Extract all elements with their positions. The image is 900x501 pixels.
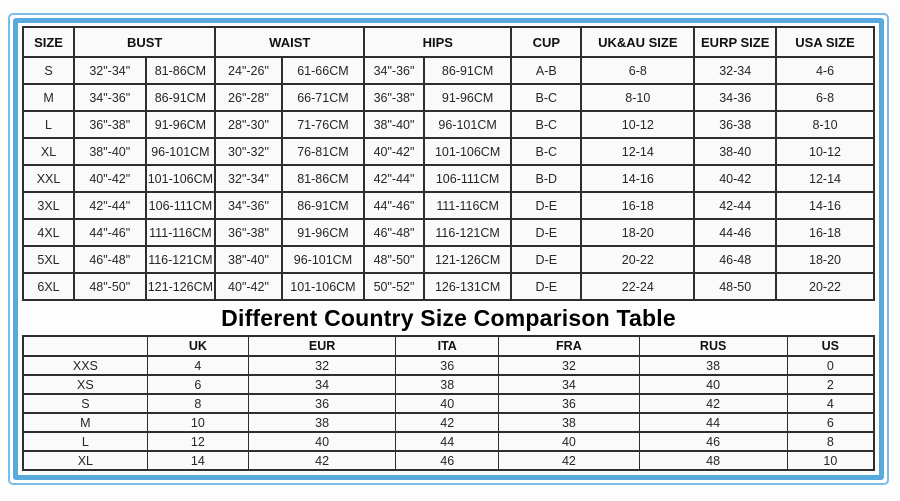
table-cell: D-E: [511, 219, 581, 246]
row-size-label: L: [23, 111, 74, 138]
table-row: [23, 356, 874, 375]
col-header-ukau-size: UK&AU SIZE: [581, 27, 694, 57]
table-cell: B-C: [511, 138, 581, 165]
table-cell: 30"-32": [215, 138, 281, 165]
table-cell: 36"-38": [215, 219, 281, 246]
table-cell: 32: [499, 356, 639, 375]
decorative-frame-inner: [13, 18, 884, 480]
table-cell: 12-14: [581, 138, 694, 165]
table-cell: 44"-46": [364, 192, 424, 219]
col-header-eur: EUR: [249, 336, 396, 356]
col-header-waist: WAIST: [215, 27, 364, 57]
table-cell: 34: [499, 375, 639, 394]
table-cell: 18-20: [581, 219, 694, 246]
table-cell: 96-101CM: [146, 138, 216, 165]
table-cell: 106-111CM: [424, 165, 512, 192]
size-chart-table: [22, 26, 875, 301]
table-cell: 42: [396, 413, 499, 432]
table-row: [23, 432, 874, 451]
table-cell: 48"-50": [74, 273, 145, 300]
table-cell: 16-18: [776, 219, 874, 246]
size-chart-body: [23, 57, 874, 300]
table-cell: 14-16: [776, 192, 874, 219]
table-cell: 44-46: [694, 219, 776, 246]
table-cell: B-D: [511, 165, 581, 192]
table-cell: 44: [396, 432, 499, 451]
size-chart-header-row: [23, 27, 874, 57]
col-header-rus: RUS: [639, 336, 787, 356]
row-size-label: 5XL: [23, 246, 74, 273]
table-cell: 14-16: [581, 165, 694, 192]
table-cell: 36: [249, 394, 396, 413]
table-cell: 34-36: [694, 84, 776, 111]
row-size-label: S: [23, 394, 147, 413]
table-cell: 8-10: [776, 111, 874, 138]
table-cell: 48-50: [694, 273, 776, 300]
table-cell: 18-20: [776, 246, 874, 273]
table-cell: 10: [787, 451, 874, 470]
table-cell: 48"-50": [364, 246, 424, 273]
table-cell: 81-86CM: [146, 57, 216, 84]
row-size-label: S: [23, 57, 74, 84]
row-size-label: M: [23, 413, 147, 432]
table-cell: 46: [639, 432, 787, 451]
table-cell: 34"-36": [215, 192, 281, 219]
table-cell: 10: [147, 413, 248, 432]
table-row: [23, 84, 874, 111]
table-cell: 40: [499, 432, 639, 451]
table-cell: 12: [147, 432, 248, 451]
table-cell: 4-6: [776, 57, 874, 84]
table-row: [23, 165, 874, 192]
table-cell: 20-22: [581, 246, 694, 273]
table-cell: 116-121CM: [424, 219, 512, 246]
decorative-frame-outer: [8, 13, 889, 485]
table-cell: 44: [639, 413, 787, 432]
table-cell: 4: [147, 356, 248, 375]
table-cell: 42"-44": [74, 192, 145, 219]
table-cell: 50"-52": [364, 273, 424, 300]
table-cell: 111-116CM: [146, 219, 216, 246]
row-size-label: XL: [23, 451, 147, 470]
table-cell: 91-96CM: [146, 111, 216, 138]
col-header-fra: FRA: [499, 336, 639, 356]
table-cell: D-E: [511, 273, 581, 300]
table-cell: 38: [249, 413, 396, 432]
row-size-label: 6XL: [23, 273, 74, 300]
table-cell: 36"-38": [74, 111, 145, 138]
table-row: [23, 111, 874, 138]
table-cell: 34"-36": [74, 84, 145, 111]
row-size-label: L: [23, 432, 147, 451]
table-cell: 0: [787, 356, 874, 375]
table-row: [23, 246, 874, 273]
table-row: [23, 138, 874, 165]
table-cell: 86-91CM: [282, 192, 365, 219]
table-cell: 6: [787, 413, 874, 432]
table-cell: 96-101CM: [282, 246, 365, 273]
table-cell: 101-106CM: [424, 138, 512, 165]
table-cell: 81-86CM: [282, 165, 365, 192]
col-header-hips: HIPS: [364, 27, 511, 57]
table-cell: 71-76CM: [282, 111, 365, 138]
table-cell: 86-91CM: [424, 57, 512, 84]
table-cell: 24"-26": [215, 57, 281, 84]
comparison-header-row: [23, 336, 874, 356]
col-header-eurp-size: EURP SIZE: [694, 27, 776, 57]
table-cell: 101-106CM: [146, 165, 216, 192]
table-cell: 38: [639, 356, 787, 375]
table-cell: 48: [639, 451, 787, 470]
table-cell: 38: [396, 375, 499, 394]
table-cell: A-B: [511, 57, 581, 84]
table-cell: 28"-30": [215, 111, 281, 138]
table-cell: 38"-40": [215, 246, 281, 273]
table-cell: 40: [639, 375, 787, 394]
table-cell: 32"-34": [215, 165, 281, 192]
table-cell: 34"-36": [364, 57, 424, 84]
table-cell: 116-121CM: [146, 246, 216, 273]
table-cell: 46"-48": [74, 246, 145, 273]
table-cell: 6: [147, 375, 248, 394]
col-header-bust: BUST: [74, 27, 215, 57]
table-row: [23, 375, 874, 394]
col-header-usa-size: USA SIZE: [776, 27, 874, 57]
table-cell: 22-24: [581, 273, 694, 300]
table-cell: 36: [396, 356, 499, 375]
table-cell: 10-12: [581, 111, 694, 138]
table-cell: 16-18: [581, 192, 694, 219]
table-cell: 91-96CM: [424, 84, 512, 111]
table-row: [23, 192, 874, 219]
table-cell: B-C: [511, 111, 581, 138]
table-cell: 36"-38": [364, 84, 424, 111]
table-cell: 36-38: [694, 111, 776, 138]
table-cell: 111-116CM: [424, 192, 512, 219]
table-cell: 106-111CM: [146, 192, 216, 219]
comparison-body: [23, 356, 874, 470]
row-size-label: XXS: [23, 356, 147, 375]
table-row: [23, 451, 874, 470]
table-cell: 12-14: [776, 165, 874, 192]
row-size-label: XS: [23, 375, 147, 394]
table-cell: 6-8: [581, 57, 694, 84]
table-cell: 8-10: [581, 84, 694, 111]
col-header-cup: CUP: [511, 27, 581, 57]
table-cell: 46-48: [694, 246, 776, 273]
table-cell: B-C: [511, 84, 581, 111]
table-cell: 38: [499, 413, 639, 432]
row-size-label: 4XL: [23, 219, 74, 246]
table-row: [23, 273, 874, 300]
comparison-table-title: Different Country Size Comparison Table: [221, 305, 676, 331]
table-cell: 86-91CM: [146, 84, 216, 111]
table-cell: D-E: [511, 192, 581, 219]
table-cell: 44"-46": [74, 219, 145, 246]
row-size-label: M: [23, 84, 74, 111]
table-cell: 38-40: [694, 138, 776, 165]
table-cell: 121-126CM: [146, 273, 216, 300]
col-header-size: SIZE: [23, 27, 74, 57]
table-cell: 34: [249, 375, 396, 394]
row-size-label: XXL: [23, 165, 74, 192]
table-cell: 42-44: [694, 192, 776, 219]
table-cell: 4: [787, 394, 874, 413]
table-cell: 61-66CM: [282, 57, 365, 84]
table-cell: 121-126CM: [424, 246, 512, 273]
table-row: [23, 413, 874, 432]
table-cell: 26"-28": [215, 84, 281, 111]
col-header-ita: ITA: [396, 336, 499, 356]
row-size-label: 3XL: [23, 192, 74, 219]
table-cell: 42: [639, 394, 787, 413]
table-cell: 40-42: [694, 165, 776, 192]
table-cell: 32"-34": [74, 57, 145, 84]
table-cell: 36: [499, 394, 639, 413]
table-cell: 96-101CM: [424, 111, 512, 138]
table-cell: 8: [147, 394, 248, 413]
country-comparison-table: [22, 335, 875, 471]
table-cell: 38"-40": [364, 111, 424, 138]
table-cell: 126-131CM: [424, 273, 512, 300]
table-cell: 46"-48": [364, 219, 424, 246]
table-cell: 20-22: [776, 273, 874, 300]
table-cell: 40"-42": [215, 273, 281, 300]
table-cell: 32: [249, 356, 396, 375]
table-cell: 40: [396, 394, 499, 413]
col-header-uk: UK: [147, 336, 248, 356]
table-cell: 76-81CM: [282, 138, 365, 165]
row-size-label: XL: [23, 138, 74, 165]
table-cell: 6-8: [776, 84, 874, 111]
table-cell: 2: [787, 375, 874, 394]
table-row: [23, 394, 874, 413]
table-cell: 91-96CM: [282, 219, 365, 246]
table-cell: 40"-42": [74, 165, 145, 192]
table-cell: D-E: [511, 246, 581, 273]
table-cell: 46: [396, 451, 499, 470]
table-row: [23, 57, 874, 84]
table-cell: 42: [249, 451, 396, 470]
col-header-blank: [23, 336, 147, 356]
table-cell: 10-12: [776, 138, 874, 165]
table-cell: 40"-42": [364, 138, 424, 165]
table-row: [23, 219, 874, 246]
table-cell: 8: [787, 432, 874, 451]
table-cell: 38"-40": [74, 138, 145, 165]
table-cell: 14: [147, 451, 248, 470]
table-cell: 32-34: [694, 57, 776, 84]
table-cell: 101-106CM: [282, 273, 365, 300]
table-cell: 40: [249, 432, 396, 451]
table-cell: 66-71CM: [282, 84, 365, 111]
col-header-us: US: [787, 336, 874, 356]
table-cell: 42: [499, 451, 639, 470]
table-cell: 42"-44": [364, 165, 424, 192]
